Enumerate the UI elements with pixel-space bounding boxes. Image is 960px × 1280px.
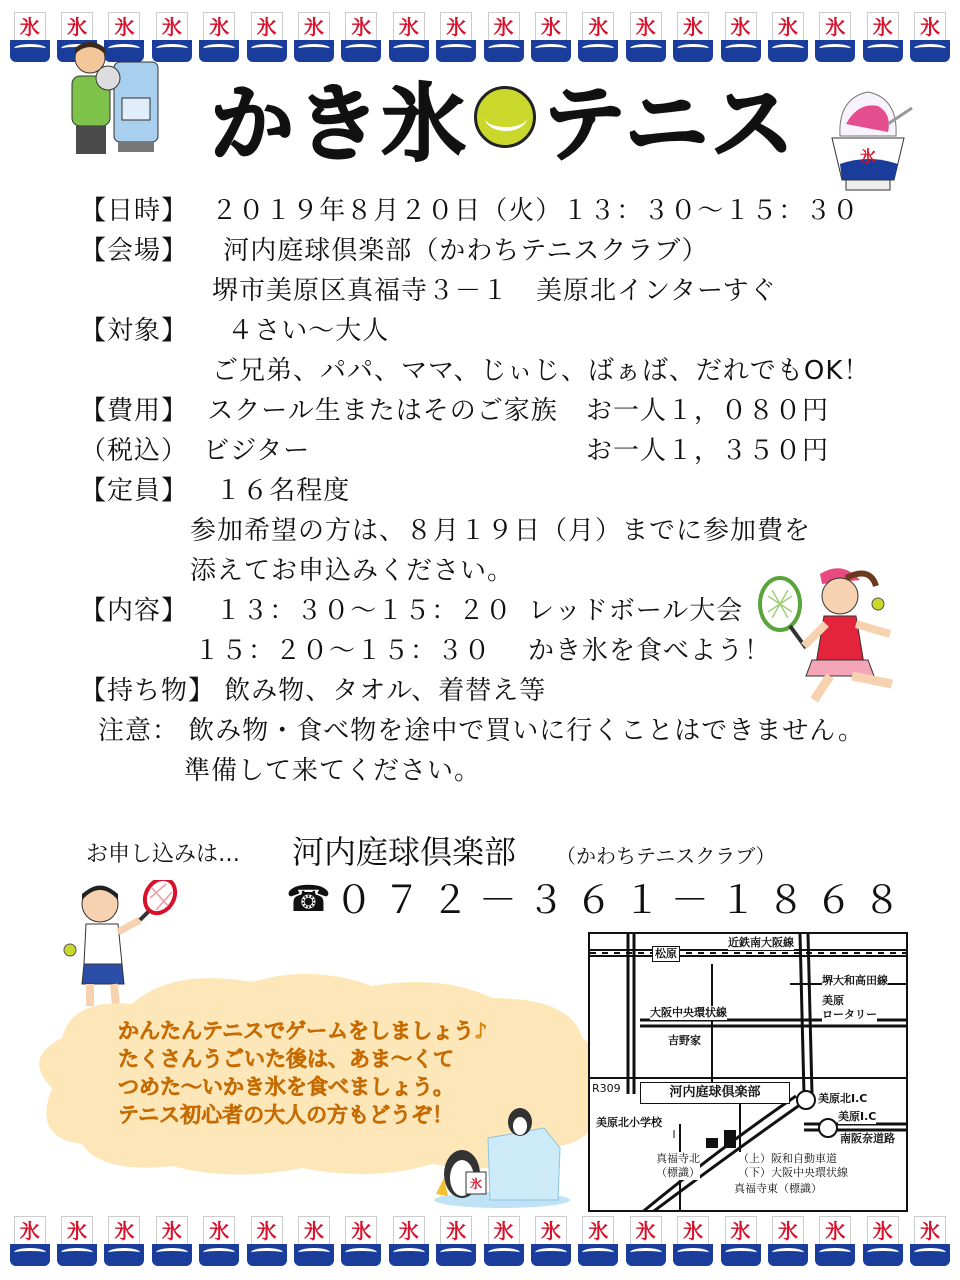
target-note: ご兄弟、パパ、ママ、じぃじ、ばぁば、だれでもOK！ [212, 356, 871, 386]
map-label-club: 河内庭球倶楽部 [640, 1082, 790, 1104]
kakigori-flag-icon: 氷 [436, 8, 476, 64]
flyer-title [210, 72, 797, 173]
map-label-hanwa-expressway: （上）阪和自動車道 [738, 1152, 837, 1165]
map-label-shinpukuji-east: 真福寺東（標識） [734, 1182, 822, 1195]
message-line-3: つめた～いかき氷を食べましょう。 [118, 1075, 454, 1099]
content-time-1: １３：３０～１５：２０ [215, 596, 513, 626]
kakigori-flag-icon: 氷 [626, 8, 666, 64]
kakigori-flag-icon: 氷 [341, 8, 381, 64]
kakigori-flag-icon: 氷 [152, 8, 192, 64]
fee-desc-school: スクール生またはそのご家族 [207, 396, 558, 426]
kakigori-flag-icon: 氷 [247, 8, 287, 64]
kakigori-flag-icon: 氷 [199, 1212, 239, 1268]
venue-row [80, 234, 709, 268]
shaved-ice-machine-illustration [62, 38, 172, 158]
title-kakigori: かき氷 [210, 74, 469, 173]
venue-address: 堺市美原区真福寺３－１ 美原北インターすぐ [212, 276, 777, 306]
kakigori-flag-icon: 氷 [626, 1212, 666, 1268]
kakigori-flag-icon: 氷 [152, 1212, 192, 1268]
message-line-2: たくさんうごいた後は、あま～くて [118, 1047, 454, 1071]
caution-label: 注意： [98, 716, 180, 746]
map-label-rail: 近鉄南大阪線 [728, 936, 794, 949]
capacity-label: 【定員】 [80, 476, 189, 506]
svg-text:氷: 氷 [469, 1177, 483, 1191]
kakigori-flag-icon: 氷 [910, 1212, 950, 1268]
title-tennis: テニス [542, 74, 797, 173]
message-line-1: かんたんテニスでゲームをしましょう♪ [118, 1019, 488, 1043]
kakigori-flag-icon: 氷 [673, 1212, 713, 1268]
map-label-shinpukuji-north: 真福寺北 （標識） [656, 1152, 700, 1179]
content-row-1 [80, 594, 512, 628]
kakigori-flag-icon: 氷 [721, 8, 761, 64]
caution-row [98, 714, 865, 748]
kakigori-flag-icon: 氷 [721, 1212, 761, 1268]
map-label-rotary: 美原 ロータリー [822, 994, 877, 1021]
contact-club-name: 河内庭球倶楽部 [292, 833, 517, 871]
fee-price-school: お一人１，０８０円 [586, 396, 830, 426]
kakigori-flag-icon: 氷 [815, 1212, 855, 1268]
kakigori-flag-icon: 氷 [484, 1212, 524, 1268]
kakigori-flag-icon: 氷 [910, 8, 950, 64]
kakigori-flag-icon: 氷 [294, 1212, 334, 1268]
belongings-value: 飲み物、タオル、着替え等 [224, 676, 547, 706]
kakigori-flag-icon: 氷 [768, 1212, 808, 1268]
kakigori-flag-icon: 氷 [294, 8, 334, 64]
kakigori-flag-icon: 氷 [436, 1212, 476, 1268]
tennis-ball-icon [474, 86, 536, 148]
caution-text-1: 飲み物・食べ物を途中で買いに行くことはできません。 [188, 716, 865, 746]
map-label-ic-north: 美原北I.C [818, 1092, 868, 1105]
kakigori-flag-icon: 氷 [863, 1212, 903, 1268]
fee-desc-visitor: ビジター [203, 436, 311, 466]
content-time-2: １５：２０～１５：３０ [194, 636, 492, 666]
kakigori-flag-icon: 氷 [531, 8, 571, 64]
capacity-note-2: 添えてお申込みください。 [190, 556, 515, 586]
kakigori-flag-icon: 氷 [389, 1212, 429, 1268]
capacity-note-1: 参加希望の方は、８月１９日（月）までに参加費を [190, 516, 812, 546]
contact-phone [286, 878, 911, 922]
kakigori-flag-icon: 氷 [768, 8, 808, 64]
map-label-ic-mihara: 美原I.C [838, 1110, 877, 1123]
contact-club-reading: （かわちテニスクラブ） [556, 844, 776, 868]
capacity-row [80, 474, 350, 508]
kakigori-flag-icon: 氷 [578, 1212, 618, 1268]
caution-text-2: 準備して来てください。 [184, 756, 482, 786]
kakigori-flag-icon: 氷 [578, 8, 618, 64]
kakigori-cup-illustration [818, 84, 918, 196]
target-label: 【対象】 [80, 316, 189, 346]
girl-tennis-player-illustration [750, 560, 910, 710]
fee-price-visitor: お一人１，３５０円 [586, 436, 830, 466]
content-label: 【内容】 [80, 596, 189, 626]
target-value: ４さい～大人 [227, 316, 390, 346]
kakigori-flag-icon: 氷 [104, 1212, 144, 1268]
kakigori-flag-icon: 氷 [57, 8, 97, 64]
access-map [588, 932, 908, 1212]
kakigori-flag-icon: 氷 [673, 8, 713, 64]
bottom-flag-border [0, 1212, 960, 1274]
belongings-row [80, 674, 546, 708]
kakigori-flag-icon: 氷 [10, 1212, 50, 1268]
kakigori-flag-icon: 氷 [484, 8, 524, 64]
map-label-school: 美原北小学校 [596, 1116, 662, 1129]
kakigori-flag-icon: 氷 [199, 8, 239, 64]
content-desc-1: レッドボール大会 [528, 596, 744, 626]
map-label-nanhanna: 南阪奈道路 [840, 1132, 895, 1145]
kakigori-flag-icon: 氷 [341, 1212, 381, 1268]
map-label-road-sakai: 堺大和高田線 [822, 974, 888, 987]
kakigori-flag-icon: 氷 [104, 8, 144, 64]
kakigori-flag-icon: 氷 [389, 8, 429, 64]
belongings-label: 【持ち物】 [80, 676, 216, 706]
map-label-chuo-kanjo-lower: （下）大阪中央環状線 [738, 1166, 848, 1179]
kakigori-flag-icon: 氷 [863, 8, 903, 64]
fee-label: 【費用】 [80, 396, 189, 426]
fee-row-1 [80, 394, 558, 428]
penguins-with-ice-illustration [432, 1108, 572, 1208]
message-line-4: テニス初心者の大人の方もどうぞ！ [118, 1103, 454, 1127]
datetime-row [80, 194, 859, 228]
kakigori-flag-icon: 氷 [10, 8, 50, 64]
datetime-value: ２０１９年８月２０日（火）１３：３０～１５：３０ [211, 196, 860, 226]
map-label-r309: R309 [592, 1082, 621, 1095]
map-label-yoshinoya: 吉野家 [668, 1034, 701, 1047]
contact-prefix: お申し込みは… [86, 842, 241, 867]
fee-tax-label: （税込） [80, 436, 189, 466]
target-row [80, 314, 389, 348]
phone-icon: ☎ [286, 879, 331, 920]
kakigori-flag-icon: 氷 [247, 1212, 287, 1268]
capacity-value: １６名程度 [215, 476, 351, 506]
kakigori-flag-icon: 氷 [57, 1212, 97, 1268]
venue-label: 【会場】 [80, 236, 189, 266]
datetime-label: 【日時】 [80, 196, 189, 226]
kakigori-flag-icon: 氷 [531, 1212, 571, 1268]
fee-row-2 [80, 434, 310, 468]
content-desc-2: かき氷を食べよう！ [528, 636, 772, 666]
svg-text:氷: 氷 [859, 147, 877, 166]
phone-number: ０７２－３６１－１８６８ [334, 878, 911, 922]
venue-name: 河内庭球倶楽部（かわちテニスクラブ） [223, 236, 709, 266]
kakigori-flag-icon: 氷 [815, 8, 855, 64]
map-label-chuo-kanjo: 大阪中央環状線 [650, 1006, 727, 1019]
map-label-station: 松原 [652, 946, 680, 962]
